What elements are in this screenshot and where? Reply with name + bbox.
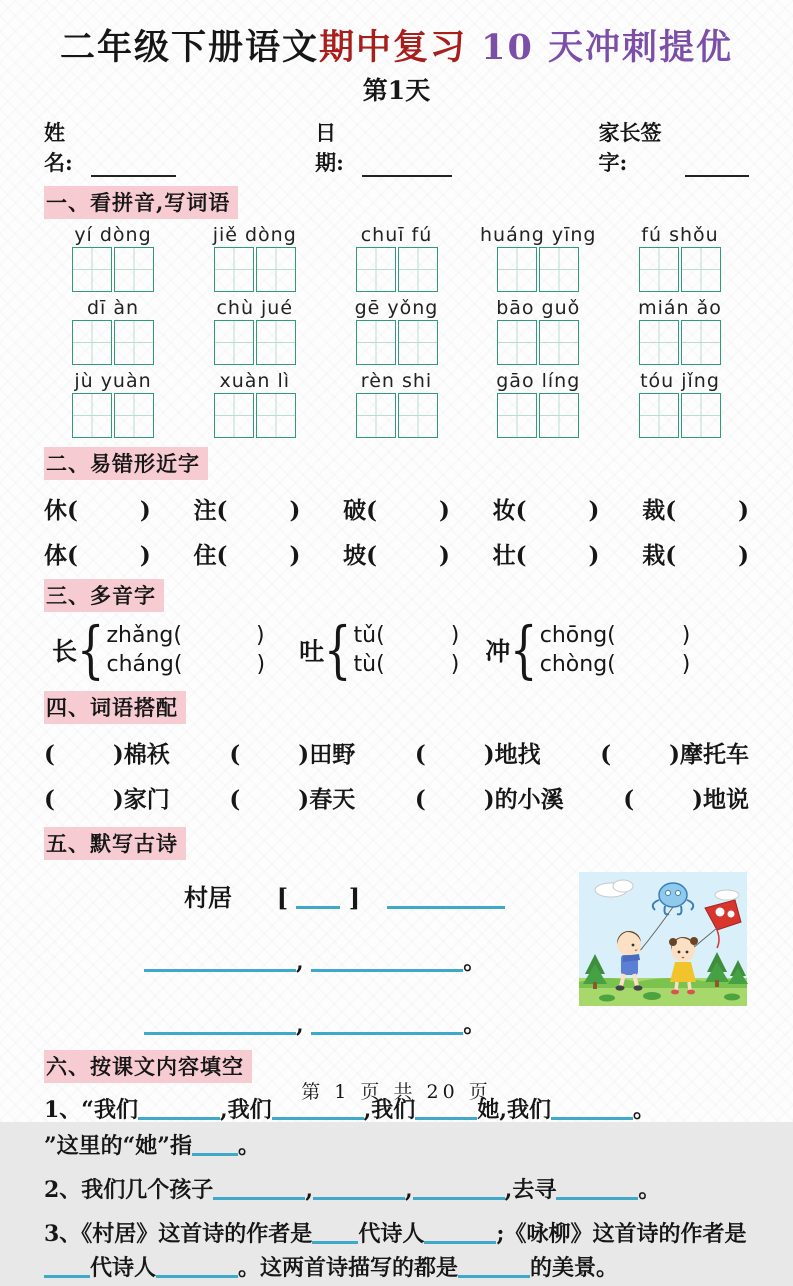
- pinyin-item: [50, 224, 176, 292]
- poem-title: 村居: [184, 883, 232, 913]
- writing-grid: [214, 247, 296, 292]
- brace-glyph: {: [76, 613, 105, 687]
- pinyin-label: jù yuàn: [74, 370, 152, 393]
- writing-grid: [214, 393, 296, 438]
- writing-grid-cell: [539, 320, 579, 365]
- section2-title: 二、易错形近字: [44, 447, 208, 480]
- near-char-item: [44, 492, 151, 525]
- paren-close: ): [681, 623, 691, 649]
- fill-blank: [311, 1013, 463, 1035]
- pinyin-item: [334, 297, 460, 365]
- paren-open: (: [515, 497, 527, 525]
- polyphone-lines: [354, 623, 460, 677]
- paren-open: (: [44, 741, 55, 769]
- writing-grid: [72, 320, 154, 365]
- near-char-item: [493, 492, 600, 525]
- pinyin-label: yí dòng: [74, 224, 152, 247]
- writing-grid-cell: [681, 247, 721, 292]
- pinyin-reading: tǔ(: [353, 623, 385, 649]
- question-text: 3、《村居》这首诗的作者是: [44, 1221, 313, 1248]
- section6-title: 六、按课文内容填空: [44, 1050, 252, 1083]
- paren-close: ): [289, 497, 301, 525]
- poem-blank-line: [44, 945, 577, 976]
- writing-grid-cell: [114, 393, 154, 438]
- near-char-row-2: [44, 537, 749, 570]
- paren-open: (: [366, 497, 377, 525]
- question-text: 她,我们: [477, 1097, 551, 1124]
- question-text: 1、“我们: [44, 1097, 138, 1124]
- word-match-item: [623, 781, 749, 814]
- paren-open: (: [67, 542, 78, 570]
- word-match-item: [229, 736, 355, 769]
- page-title: [44, 28, 749, 68]
- question-text: ,: [404, 1177, 413, 1204]
- writing-grid-cell: [539, 393, 579, 438]
- word-match-row-1: [44, 736, 749, 769]
- writing-grid-cell: [356, 320, 396, 365]
- polyphone-group: [299, 613, 460, 687]
- question-text: ,我们: [219, 1097, 272, 1124]
- paren-close: ): [450, 652, 460, 678]
- pinyin-row-3: [44, 370, 749, 438]
- pinyin-label: rèn shi: [360, 370, 433, 393]
- writing-grid: [356, 393, 438, 438]
- paren-close: ): [255, 623, 265, 649]
- writing-grid-cell: [497, 320, 537, 365]
- polyphone-lines: [540, 623, 691, 677]
- question-text: ,去寻: [504, 1177, 557, 1204]
- writing-grid: [214, 320, 296, 365]
- fill-blank: [311, 950, 463, 972]
- fill-blank: [312, 1222, 358, 1244]
- page-title-purple: 10 天冲刺提优: [466, 27, 734, 68]
- char: 住: [193, 542, 217, 570]
- fill-blank: [387, 885, 505, 909]
- char: 壮: [492, 542, 516, 570]
- writing-grid-cell: [114, 320, 154, 365]
- date-blank: [362, 155, 452, 177]
- char: 体: [44, 542, 67, 570]
- sign-blank: [685, 155, 749, 177]
- paren-close: ): [738, 542, 749, 570]
- writing-grid-cell: [398, 320, 438, 365]
- paren-open: (: [515, 542, 527, 570]
- char: 栽: [642, 542, 666, 570]
- pinyin-label: tóu jǐng: [640, 370, 720, 393]
- pinyin-row-2: [44, 297, 749, 365]
- word-match-item: [415, 781, 564, 814]
- paren-open: (: [665, 542, 677, 570]
- word-match-item: [600, 736, 749, 769]
- pinyin-reading: cháng(: [106, 652, 183, 678]
- writing-grid-cell: [398, 393, 438, 438]
- question-text: 代诗人: [90, 1255, 157, 1282]
- question-text: 代诗人: [358, 1221, 425, 1248]
- paren-close: ): [738, 497, 749, 525]
- paren-close: ): [483, 741, 495, 769]
- period: 。: [463, 949, 486, 976]
- question-text: ,我们: [363, 1097, 416, 1124]
- paren-close: ): [438, 497, 450, 525]
- poem-title-line: [44, 878, 577, 913]
- polyphone-char: 吐: [299, 637, 325, 667]
- pinyin-reading: chòng(: [539, 652, 616, 678]
- pinyin-reading: tù(: [353, 652, 385, 678]
- char: 注: [193, 497, 217, 525]
- question-text: 。这两首诗描写的都是: [238, 1255, 459, 1282]
- fill-blank: [144, 950, 296, 972]
- paren-close: ): [256, 652, 266, 678]
- pinyin-row-1: [44, 224, 749, 292]
- paren-open: (: [600, 741, 612, 769]
- date-label: 日期:: [315, 120, 344, 176]
- name-label: 姓名:: [44, 120, 73, 176]
- paren-open: (: [229, 741, 241, 769]
- near-char-item: [44, 537, 151, 570]
- bracket-open: [: [276, 883, 289, 913]
- writing-grid-cell: [639, 247, 679, 292]
- word-match-item: [415, 736, 541, 769]
- pinyin-item: [475, 297, 601, 365]
- paren-open: (: [229, 786, 241, 814]
- paren-open: (: [216, 497, 228, 525]
- bush: [724, 994, 740, 1001]
- paren-close: ): [438, 542, 450, 570]
- paren-open: (: [665, 497, 677, 525]
- paren-close: ): [112, 786, 124, 814]
- question-text: 。: [632, 1097, 655, 1124]
- word: 春天: [309, 786, 356, 814]
- word-match-row-2: [44, 781, 749, 814]
- pinyin-item: [617, 297, 743, 365]
- pinyin-item: [617, 370, 743, 438]
- char: 妆: [492, 497, 516, 525]
- writing-grid-cell: [214, 247, 254, 292]
- writing-grid-cell: [398, 247, 438, 292]
- pinyin-item: [50, 297, 176, 365]
- period: 。: [463, 1012, 486, 1039]
- writing-grid: [497, 320, 579, 365]
- word: 地说: [703, 786, 749, 814]
- comma: ,: [296, 949, 304, 976]
- paren-open: (: [67, 497, 78, 525]
- question-text: 的美景。: [530, 1255, 619, 1282]
- writing-grid-cell: [497, 247, 537, 292]
- sign-label: 家长签字:: [598, 120, 662, 176]
- fill-question-1b: [44, 1129, 749, 1163]
- illustration-kids-flying-kites: [577, 870, 749, 1008]
- near-char-item: [493, 537, 600, 570]
- word: 家门: [123, 786, 170, 814]
- writing-grid-cell: [72, 247, 112, 292]
- near-char-item: [343, 537, 450, 570]
- polyphone-line: [354, 623, 460, 648]
- paren-close: ): [692, 786, 703, 814]
- question-text: ,: [305, 1177, 313, 1204]
- section4-title: 四、词语搭配: [44, 691, 186, 724]
- paren-open: (: [623, 786, 635, 814]
- pinyin-label: gē yǒng: [354, 297, 439, 320]
- writing-grid: [497, 247, 579, 292]
- question-text: 。: [237, 1133, 260, 1160]
- writing-grid: [639, 320, 721, 365]
- writing-grid: [639, 393, 721, 438]
- near-char-item: [642, 537, 749, 570]
- pinyin-item: [192, 370, 318, 438]
- fill-question-2: [44, 1173, 749, 1207]
- writing-grid-cell: [256, 320, 296, 365]
- page-footer: 第 1 页 共 20 页: [301, 1081, 492, 1103]
- char: 休: [44, 497, 67, 525]
- word-match-item: [44, 736, 170, 769]
- bush: [599, 995, 615, 1002]
- pinyin-item: [475, 224, 601, 292]
- paren-open: (: [216, 542, 228, 570]
- brace-glyph: {: [510, 613, 538, 687]
- cloud: [715, 890, 739, 900]
- pinyin-item: [192, 224, 318, 292]
- info-row: [44, 117, 749, 177]
- question-text: ;《咏柳》这首诗的作者是: [496, 1221, 747, 1248]
- polyphone-char: 长: [52, 637, 78, 667]
- pinyin-label: dī àn: [86, 297, 140, 320]
- paren-close: ): [298, 786, 310, 814]
- pinyin-label: chuī fú: [360, 224, 433, 247]
- writing-grid-cell: [256, 393, 296, 438]
- paren-close: ): [298, 741, 310, 769]
- comma: ,: [296, 1012, 304, 1039]
- near-char-item: [194, 492, 301, 525]
- pinyin-label: gāo líng: [496, 370, 581, 393]
- pinyin-label: chù jué: [216, 297, 294, 320]
- pinyin-label: xuàn lì: [219, 370, 291, 393]
- word: 摩托车: [680, 741, 749, 769]
- near-char-row-1: [44, 492, 749, 525]
- writing-grid-cell: [681, 393, 721, 438]
- char: 坡: [343, 542, 367, 570]
- polyphone-row: [44, 613, 749, 687]
- polyphone-group: [485, 613, 691, 687]
- writing-grid: [639, 247, 721, 292]
- poem-blank-line: [44, 1008, 577, 1039]
- writing-grid-cell: [681, 320, 721, 365]
- fill-blank: [192, 1134, 238, 1156]
- writing-grid: [497, 393, 579, 438]
- bush: [643, 992, 661, 1000]
- writing-grid: [356, 320, 438, 365]
- page-title-black: 二年级下册语文: [59, 27, 319, 68]
- paren-close: ): [139, 542, 151, 570]
- polyphone-lines: [106, 623, 265, 677]
- writing-grid-cell: [639, 320, 679, 365]
- poem-section: [44, 864, 749, 1039]
- word-match-item: [44, 781, 170, 814]
- question-text: 2、我们几个孩子: [44, 1177, 214, 1204]
- pinyin-reading: zhǎng(: [106, 623, 182, 649]
- char: 裁: [642, 497, 666, 525]
- fill-blank: [424, 1222, 496, 1244]
- section3-title: 三、多音字: [44, 579, 164, 612]
- writing-grid-cell: [639, 393, 679, 438]
- word: 田野: [309, 741, 356, 769]
- word-match-item: [229, 781, 355, 814]
- pinyin-item: [334, 370, 460, 438]
- word: 棉袄: [123, 741, 170, 769]
- paren-open: (: [414, 741, 426, 769]
- polyphone-group: [52, 613, 266, 687]
- pinyin-item: [192, 297, 318, 365]
- name-blank: [91, 155, 176, 177]
- writing-grid-cell: [72, 393, 112, 438]
- writing-grid-cell: [356, 393, 396, 438]
- pinyin-label: fú shǒu: [641, 224, 719, 247]
- near-char-item: [642, 492, 749, 525]
- polyphone-line: [106, 623, 265, 648]
- paren-close: ): [139, 497, 151, 525]
- page-title-red: 期中复习: [318, 27, 467, 68]
- writing-grid-cell: [214, 320, 254, 365]
- brace-glyph: {: [324, 613, 352, 687]
- polyphone-char: 冲: [485, 637, 511, 667]
- pinyin-label: jiě dòng: [212, 224, 297, 247]
- polyphone-line: [106, 652, 265, 677]
- writing-grid: [72, 247, 154, 292]
- pinyin-item: [475, 370, 601, 438]
- fill-blank: [313, 1178, 405, 1200]
- writing-grid-cell: [356, 247, 396, 292]
- bracket-close: ]: [348, 883, 361, 913]
- fill-blank: [458, 1256, 530, 1278]
- writing-grid-cell: [114, 247, 154, 292]
- near-char-item: [343, 492, 450, 525]
- paren-close: ): [588, 542, 600, 570]
- writing-grid: [356, 247, 438, 292]
- question-text: 。: [638, 1177, 661, 1204]
- writing-grid-cell: [539, 247, 579, 292]
- fill-question-3: [44, 1217, 749, 1285]
- fill-blank: [156, 1256, 238, 1278]
- paren-close: ): [450, 623, 460, 649]
- fill-blank: [296, 885, 340, 909]
- paren-close: ): [112, 741, 124, 769]
- word: 的小溪: [494, 786, 564, 814]
- pinyin-label: bāo guǒ: [496, 297, 581, 320]
- question-text: ”这里的“她”指: [44, 1133, 192, 1160]
- pinyin-label: mián ǎo: [638, 297, 722, 320]
- pinyin-item: [617, 224, 743, 292]
- paren-close: ): [289, 542, 301, 570]
- pinyin-reading: chōng(: [539, 623, 616, 649]
- char: 破: [343, 497, 367, 525]
- polyphone-line: [540, 623, 691, 648]
- fill-blank: [44, 1256, 90, 1278]
- writing-grid: [72, 393, 154, 438]
- section1-title: 一、看拼音,写词语: [44, 186, 238, 219]
- section5-title: 五、默写古诗: [44, 827, 186, 860]
- paren-close: ): [669, 741, 680, 769]
- paren-open: (: [366, 542, 377, 570]
- fill-blank: [213, 1178, 305, 1200]
- paren-close: ): [681, 652, 691, 678]
- day-subtitle: 第1天: [362, 76, 431, 106]
- pinyin-item: [334, 224, 460, 292]
- writing-grid-cell: [256, 247, 296, 292]
- poem-body: [44, 864, 577, 1039]
- paren-close: ): [588, 497, 600, 525]
- word: 地找: [494, 741, 541, 769]
- fill-blank: [556, 1178, 638, 1200]
- paren-open: (: [44, 786, 55, 814]
- pinyin-label: huáng yīng: [480, 224, 597, 247]
- writing-grid-cell: [214, 393, 254, 438]
- near-char-item: [194, 537, 301, 570]
- pinyin-item: [50, 370, 176, 438]
- fill-blank: [144, 1013, 296, 1035]
- polyphone-line: [540, 652, 691, 677]
- paren-open: (: [414, 786, 426, 814]
- writing-grid-cell: [497, 393, 537, 438]
- polyphone-line: [354, 652, 460, 677]
- writing-grid-cell: [72, 320, 112, 365]
- fill-blank: [413, 1178, 505, 1200]
- paren-close: ): [483, 786, 495, 814]
